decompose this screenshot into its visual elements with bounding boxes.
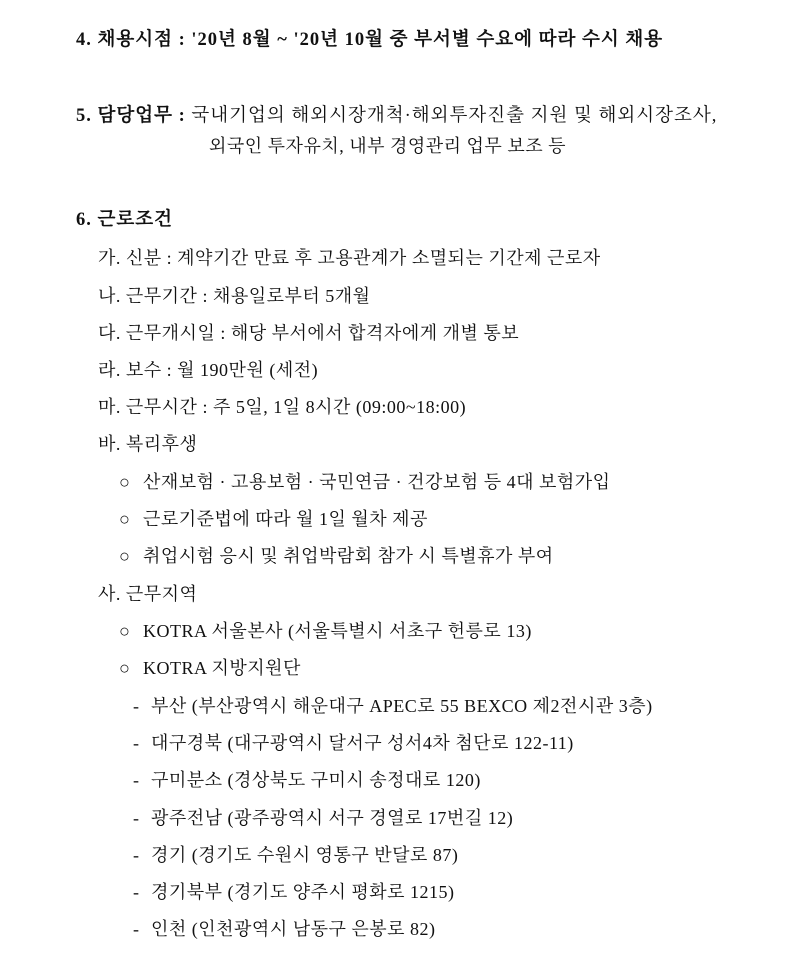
work-location-main-text: KOTRA 서울본사 (서울특별시 서초구 헌릉로 13) [143, 621, 532, 641]
welfare-item [119, 507, 428, 531]
regional-office-text: 경기북부 (경기도 양주시 평화로 1215) [151, 882, 455, 902]
section-4-heading: 4. 채용시점 : [76, 30, 192, 50]
dash-bullet-icon: - [133, 845, 140, 865]
item-ba: 바. 복리후생 [98, 434, 198, 454]
dash-bullet-icon: - [133, 919, 140, 939]
regional-office-text: 광주전남 (광주광역시 서구 경열로 17번길 12) [151, 808, 514, 828]
circle-bullet-icon: ○ [119, 509, 131, 529]
item-ma: 마. 근무시간 : 주 5일, 1일 8시간 (09:00~18:00) [98, 397, 467, 417]
welfare-item [119, 470, 611, 494]
section-4-line [76, 28, 663, 52]
dash-bullet-icon: - [133, 882, 140, 902]
circle-bullet-icon: ○ [119, 658, 131, 678]
dash-bullet-icon: - [133, 808, 140, 828]
section-6-heading: 6. 근로조건 [76, 210, 173, 230]
section-5-line1: 국내기업의 해외시장개척·해외투자진출 지원 및 해외시장조사, [191, 106, 718, 126]
dash-bullet-icon: - [133, 733, 140, 753]
regional-office-item [133, 806, 513, 830]
circle-bullet-icon: ○ [119, 621, 131, 641]
welfare-item-text: 근로기준법에 따라 월 1일 월차 제공 [143, 509, 428, 529]
regional-office-text: 경기 (경기도 수원시 영통구 반달로 87) [151, 845, 459, 865]
item-ra: 라. 보수 : 월 190만원 (세전) [98, 360, 319, 380]
dash-bullet-icon: - [133, 696, 140, 716]
regional-office-item [133, 843, 458, 867]
regional-office-item [133, 917, 436, 941]
welfare-item [119, 544, 554, 568]
section-4-text: '20년 8월 ~ '20년 10월 중 부서별 수요에 따라 수시 채용 [191, 30, 664, 50]
work-location-main [119, 619, 532, 643]
regional-office-text: 대구경북 (대구광역시 달서구 성서4차 첨단로 122-11) [151, 733, 574, 753]
regional-office-item [133, 880, 455, 904]
circle-bullet-icon: ○ [119, 472, 131, 492]
section-5-line-1 [76, 104, 717, 128]
circle-bullet-icon: ○ [119, 546, 131, 566]
regional-office-text: 부산 (부산광역시 해운대구 APEC로 55 BEXCO 제2전시관 3층) [151, 696, 653, 716]
regional-office-item [133, 731, 574, 755]
item-ga: 가. 신분 : 계약기간 만료 후 고용관계가 소멸되는 기간제 근로자 [98, 248, 601, 268]
item-na: 나. 근무기간 : 채용일로부터 5개월 [98, 286, 371, 306]
item-sa: 사. 근무지역 [98, 584, 198, 604]
dash-bullet-icon: - [133, 770, 140, 790]
regional-office-item [133, 694, 653, 718]
regional-office-item [133, 768, 481, 792]
item-da: 다. 근무개시일 : 해당 부서에서 합격자에게 개별 통보 [98, 323, 520, 343]
regional-office-text: 인천 (인천광역시 남동구 은봉로 82) [151, 919, 436, 939]
welfare-item-text: 취업시험 응시 및 취업박람회 참가 시 특별휴가 부여 [143, 546, 554, 566]
work-location-regional [119, 656, 301, 680]
section-5-line-2: 외국인 투자유치, 내부 경영관리 업무 보조 등 [209, 136, 566, 156]
welfare-item-text: 산재보험 · 고용보험 · 국민연금 · 건강보험 등 4대 보험가입 [143, 472, 611, 492]
work-location-regional-text: KOTRA 지방지원단 [143, 658, 301, 678]
regional-office-text: 구미분소 (경상북도 구미시 송정대로 120) [151, 770, 481, 790]
section-5-heading: 5. 담당업무 : [76, 106, 192, 126]
